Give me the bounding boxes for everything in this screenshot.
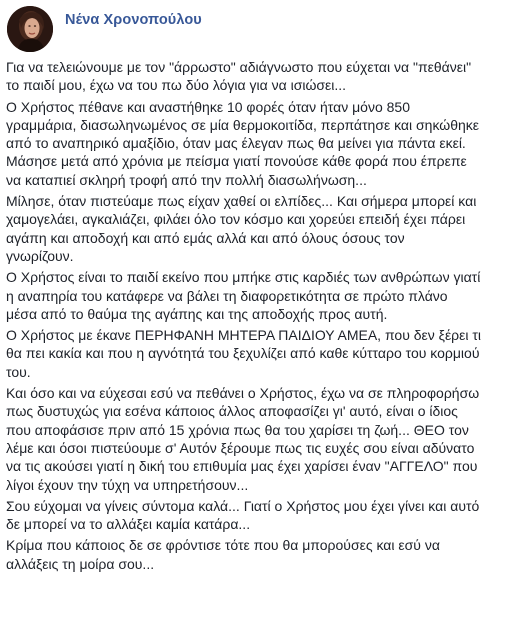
post-text-line: γραμμάρια, διασωληνωμένος σε μία θερμοκοιτίδα, περπάτησε και σηκώθηκε	[6, 116, 480, 133]
post-text-line: το παιδί μου, έχω να του πω δύο λόγια για να ισιώσει...	[6, 77, 347, 94]
post-text-line: Ο Χρήστος πέθανε και αναστήθηκε 10 φορές όταν ήταν μόνο 850	[6, 98, 411, 115]
post-text-line: αγάπη και αποδοχή και από εμάς αλλά και από όλους όσους τον	[6, 229, 405, 246]
post-text-line: η αναπηρία του κατάφερε να βάλει τη διαφορετικότητα σε πρώτο πλάνο	[6, 287, 448, 304]
post-text-line: που αποφάσισε πριν από 15 χρόνια πως θα του χαρίσει τη ζωή... ΘΕΟ τον	[6, 421, 469, 438]
post-text-line: Μίλησε, όταν πιστεύαμε πως είχαν χαθεί οι ελπίδες... Και σήμερα μπορεί και	[6, 193, 477, 210]
post-text	[6, 58, 526, 573]
post-text-line: Για να τελειώνουμε με τον "άρρωστο" αδιάγνωστο που εύχεται να "πεθάνει"	[6, 59, 472, 75]
post-text-line: πως δυστυχώς για εσένα κάποιος άλλος αποφασίζει γι' αυτό, είναι ο ίδιος	[6, 403, 458, 420]
author-name[interactable]: Νένα Χρονοπούλου	[65, 12, 202, 28]
post-text-line: μέσα από το θαύμα της αγάπης και της αποδοχής προς αυτή.	[6, 305, 388, 322]
post-text-line: λίγοι έχουν την τύχη να υπηρετήσουν...	[6, 476, 249, 493]
post-text-line: Ο Χρήστος είναι το παιδί εκείνο που μπήκε στις καρδιές των ανθρώπων γιατί	[6, 269, 481, 286]
post-text-line: να τις ακούσει γιατί η δική του επιθυμία μας έχει χαρίσει έναν "ΑΓΓΕΛΟ" που	[6, 458, 478, 475]
post-text-line: από το αναπηρικό αμαξίδιο, όταν μας έλεγαν πως θα μείνει για πάντα εκεί.	[6, 135, 466, 152]
author-avatar[interactable]	[7, 6, 53, 52]
post-text-line: Κρίμα που κάποιος δε σε φρόντισε τότε που θα μπορούσες και εσύ να	[6, 537, 440, 554]
post-text-line: αλλάξεις τη μοίρα σου...	[6, 555, 155, 572]
post-text-line: Μάσησε μετά από χρόνια με πείσμα γιατί πονούσε κάθε φορά που έπρεπε	[6, 153, 467, 170]
post-text-line: Ο Χρήστος με έκανε ΠΕΡΗΦΑΝΗ ΜΗΤΕΡΑ ΠΑΙΔΙΟΥ ΑΜΕΑ, που δεν ξέρει τι	[6, 327, 482, 344]
post-text-line: δε μπορεί να το αλλάξει καμία κατάρα...	[6, 516, 251, 533]
post-text-line: του.	[6, 363, 31, 380]
post-text-line: λέμε και όσοι πιστεύουμε σ' Αυτόν ξέρουμε πως τις ευχές σου είναι αδύνατο	[6, 439, 475, 456]
post-header	[7, 6, 202, 54]
profile-photo-icon	[7, 6, 53, 52]
post-text-line: θα πει κακία και που η αγνότητά του ξεχυλίζει από καθε κύτταρο του κορμιού	[6, 345, 480, 362]
post-text-line: χαμογελάει, αγκαλιάζει, φιλάει όλο τον κόσμο και χορεύει επειδή έχει πάρει	[6, 211, 466, 228]
post-text-line: Και όσο και να εύχεσαι εσύ να πεθάνει ο Χρήστος, έχω να σε πληροφορήσω	[6, 385, 480, 402]
post-text-line: γνωρίζουν.	[6, 247, 74, 264]
post-text-line: να καταπιεί σκληρή τροφή από την πολλή διασωλήνωση...	[6, 171, 367, 188]
post-text-line: Σου εύχομαι να γίνεις σύντομα καλά... Γιατί ο Χρήστος μου έχει γίνει και αυτό	[6, 497, 480, 514]
